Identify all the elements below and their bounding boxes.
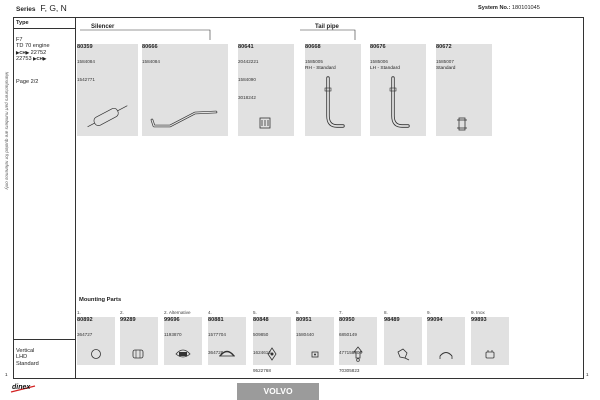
system-value: 180101045 [511, 5, 540, 11]
mounting-part-card[interactable] [208, 317, 246, 365]
steering-side: LHD [16, 354, 28, 361]
mounting-part-number: 80881 [208, 317, 224, 323]
mounting-position: 9. Inox [471, 310, 485, 315]
mounting-part-card[interactable] [164, 317, 202, 365]
chassis-to-marker: ▶CH▶ [33, 56, 47, 62]
mounting-part-drawing [393, 344, 413, 364]
mounting-part-refs: 1580440 [296, 332, 314, 337]
mounting-part-number: 99893 [471, 317, 487, 323]
mounting-position: 8. [384, 310, 388, 315]
mounting-part-card[interactable] [77, 317, 115, 365]
part-number: 80359 [77, 44, 93, 50]
pipe-drawing [150, 104, 222, 132]
mounting-position: 7. [339, 310, 343, 315]
mounting-part-card[interactable] [471, 317, 509, 365]
part-refs: 1585005 [305, 59, 323, 64]
drive-type: Vertical [16, 348, 35, 354]
part-refs: 1585007 [436, 59, 454, 64]
part-refs: 1585006 [370, 59, 388, 64]
mounting-part-card[interactable] [384, 317, 422, 365]
part-refs: 20442221 1584090 3018242 [238, 59, 259, 100]
mounting-part-refs: 1193870 [164, 332, 182, 337]
chassis-from-marker: ▶CH▶ [16, 49, 30, 55]
part-variant: Standard [436, 66, 456, 71]
tail-pipe-rh-drawing [319, 76, 347, 134]
part-card[interactable] [436, 44, 492, 136]
mounting-part-drawing [348, 344, 368, 364]
part-card[interactable] [142, 44, 228, 136]
tail-pipe-heading: Tail pipe [315, 24, 339, 30]
mounting-position: 5. [253, 310, 257, 315]
mounting-part-drawing [305, 344, 325, 364]
part-refs: 1584084 1542771 [77, 59, 95, 82]
part-card[interactable] [370, 44, 426, 136]
mounting-part-refs: 6850149 477158800 70305823 [339, 332, 362, 373]
mounting-part-card[interactable] [339, 317, 377, 373]
mounting-part-refs: 509850 1624612 9522768 [253, 332, 271, 373]
mounting-part-drawing [436, 344, 456, 364]
mounting-part-card[interactable] [296, 317, 334, 365]
mounting-part-number: 80892 [77, 317, 93, 323]
bracket-drawing [456, 116, 470, 132]
dinex-logo [9, 383, 37, 395]
mounting-position: 4. [208, 310, 212, 315]
part-variant: LH - Standard [370, 66, 400, 71]
mounting-position: 2. Alternative [164, 310, 191, 315]
mounting-part-number: 98489 [384, 317, 400, 323]
mounting-part-card[interactable] [427, 317, 465, 365]
silencer-heading: Silencer [91, 24, 115, 30]
part-number: 80668 [305, 44, 321, 50]
part-number: 80676 [370, 44, 386, 50]
mounting-part-drawing [262, 344, 282, 364]
spec: Standard [16, 360, 39, 367]
page-indicator: Page 2/2 [16, 79, 39, 85]
chassis-to-number: 22753 [16, 56, 32, 63]
mounting-position: 2. [120, 310, 124, 315]
clamp-drawing [258, 116, 274, 130]
engine: TD 70 engine [16, 43, 50, 50]
right-border [583, 17, 584, 379]
mounting-part-drawing [480, 344, 500, 364]
mounting-heading: Mounting Parts [79, 297, 122, 303]
series-label: Series [16, 6, 36, 13]
mounting-part-refs: 364727 [77, 332, 93, 337]
model: F7 [16, 37, 23, 43]
bottom-rule [13, 378, 584, 379]
part-variant: RH - Standard [305, 66, 336, 71]
mounting-part-card[interactable] [120, 317, 158, 365]
sidebar-rule-bottom [13, 339, 75, 340]
mounting-part-drawing [129, 344, 149, 364]
mounting-position: 9. [427, 310, 431, 315]
side-note: Manufacturers part numbers are quoted for reference only [4, 71, 10, 190]
mounting-part-number: 80951 [296, 317, 312, 323]
mounting-part-number: 99094 [427, 317, 443, 323]
system-label: System No.: [478, 5, 511, 11]
mounting-part-number: 80848 [253, 317, 269, 323]
mounting-part-number: 80950 [339, 317, 355, 323]
mounting-part-number: 99289 [120, 317, 136, 323]
mounting-part-drawing [86, 344, 106, 364]
mounting-part-drawing [173, 344, 193, 364]
mounting-part-refs: 1577704 364728 [208, 332, 226, 355]
left-border [13, 17, 14, 379]
mounting-part-drawing [217, 344, 237, 364]
series-value: F, G, N [40, 3, 67, 13]
mounting-part-card[interactable] [253, 317, 291, 373]
silencer-drawing [85, 102, 133, 130]
type-label: Type [16, 20, 29, 26]
page-number-left: 1 [5, 372, 8, 377]
page-number-right: 1 [586, 372, 589, 377]
dinex-logo-text: dinex [12, 384, 31, 391]
mounting-position: 1. [77, 310, 81, 315]
config-info [16, 348, 39, 367]
brand-name: VOLVO [263, 386, 293, 396]
part-refs: 1584084 [142, 59, 160, 64]
chassis-from-number: 22752 [30, 49, 47, 56]
part-card[interactable] [238, 44, 294, 136]
column-divider [75, 17, 76, 379]
mounting-position: 6. [296, 310, 300, 315]
tail-pipe-lh-drawing [384, 76, 412, 134]
part-card[interactable] [77, 44, 138, 136]
part-number: 80666 [142, 44, 158, 50]
mounting-part-number: 99696 [164, 317, 180, 323]
part-number: 80672 [436, 44, 452, 50]
part-card[interactable] [305, 44, 361, 136]
brand-label [237, 383, 319, 400]
part-number: 80641 [238, 44, 254, 50]
